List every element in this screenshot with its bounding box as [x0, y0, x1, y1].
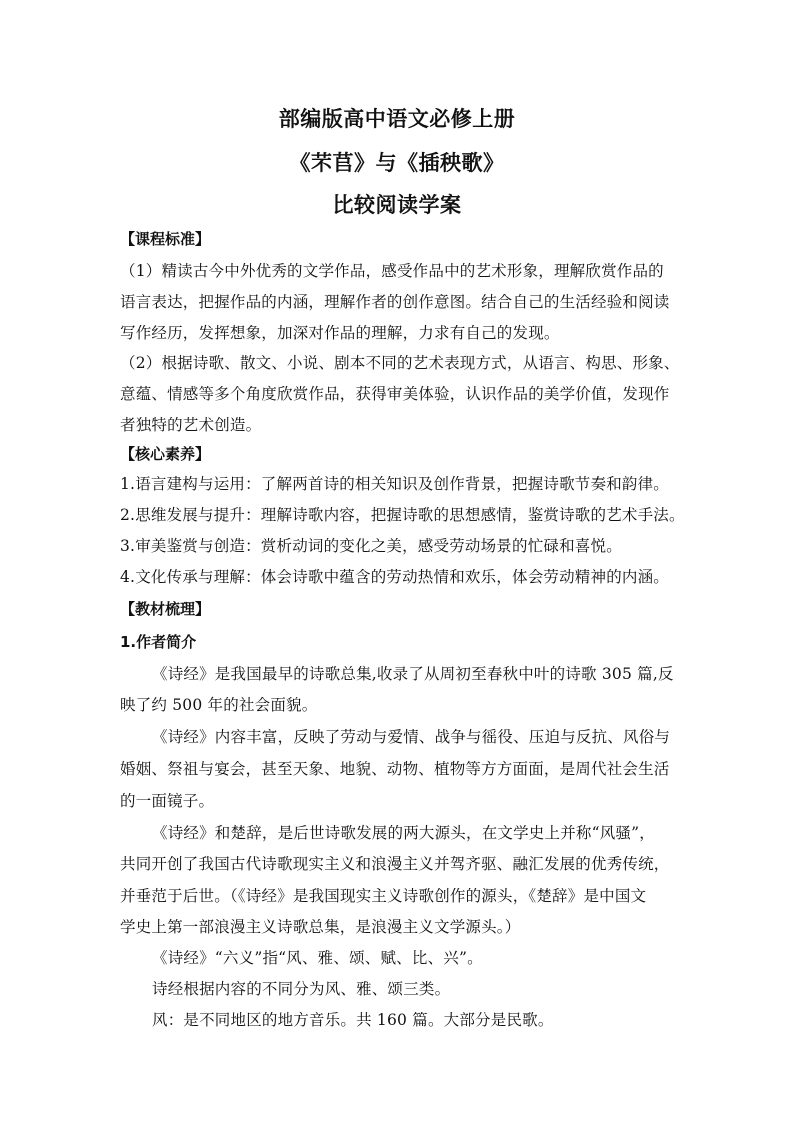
literacy-item: 4.文化传承与理解：体会诗歌中蕴含的劳动热情和欢乐，体会劳动精神的内涵。: [120, 568, 669, 586]
subheading-author-intro: 1.作者简介: [120, 633, 197, 651]
body-paragraph-line: 婚姻、祭祖与宴会，甚至天象、地貌、动物、植物等方方面面，是周代社会生活: [120, 760, 670, 778]
literacy-item: 2.思维发展与提升：理解诗歌内容，把握诗歌的思想感情，鉴赏诗歌的艺术手法。: [120, 506, 685, 524]
body-paragraph-line: 映了约 500 年的社会面貌。: [120, 696, 318, 714]
literacy-item: 1.语言建构与运用：了解两首诗的相关知识及创作背景，把握诗歌节奏和韵律。: [120, 475, 669, 493]
curriculum-line: 意蕴、情感等多个角度欣赏作品，获得审美体验，认识作品的美学价值，发现作: [120, 385, 670, 403]
curriculum-line: （1）精读古今中外优秀的文学作品，感受作品中的艺术形象，理解欣赏作品的: [120, 262, 664, 280]
body-paragraph-line: 《诗经》内容丰富，反映了劳动与爱情、战争与徭役、压迫与反抗、风俗与: [152, 728, 671, 746]
body-paragraph-line: 《诗经》“六义”指“风、雅、颂、赋、比、兴”。: [152, 949, 483, 967]
section-heading-curriculum: 【课程标准】: [120, 230, 211, 248]
body-paragraph-line: 的一面镜子。: [120, 792, 215, 810]
body-paragraph-line: 《诗经》和楚辞，是后世诗歌发展的两大源头，在文学史上并称“风骚”，: [152, 824, 655, 842]
curriculum-line: 者独特的艺术创造。: [120, 416, 262, 434]
body-paragraph-line: 共同开创了我国古代诗歌现实主义和浪漫主义并驾齐驱、融汇发展的优秀传统，: [120, 855, 670, 873]
literacy-item: 3.审美鉴赏与创造：赏析动词的变化之美，感受劳动场景的忙碌和喜悦。: [120, 537, 622, 555]
document-title-course: 部编版高中语文必修上册: [278, 107, 516, 131]
curriculum-line: （2）根据诗歌、散文、小说、剧本不同的艺术表现方式，从语言、构思、形象、: [120, 354, 680, 372]
section-heading-textbook: 【教材梳理】: [120, 600, 211, 618]
body-paragraph-line: 学史上第一部浪漫主义诗歌总集，是浪漫主义文学源头。）: [120, 918, 521, 936]
body-paragraph-line: 《诗经》是我国最早的诗歌总集,收录了从周初至春秋中叶的诗歌 305 篇,反: [152, 665, 674, 683]
body-paragraph-line: 风：是不同地区的地方音乐。共 160 篇。大部分是民歌。: [152, 1011, 554, 1029]
document-title-type: 比较阅读学案: [332, 193, 462, 217]
curriculum-line: 写作经历，发挥想象，加深对作品的理解，力求有自己的发现。: [120, 324, 560, 342]
curriculum-line: 语言表达，把握作品的内涵，理解作者的创作意图。结合自己的生活经验和阅读: [120, 293, 670, 311]
body-paragraph-line: 诗经根据内容的不同分为风、雅、颂三类。: [152, 980, 451, 998]
document-title-poems: 《芣苢》与《插秧歌》: [289, 151, 505, 175]
body-paragraph-line: 并垂范于后世。（《诗经》是我国现实主义诗歌创作的源头，《楚辞》是中国文: [120, 887, 647, 905]
section-heading-literacy: 【核心素养】: [120, 445, 211, 463]
